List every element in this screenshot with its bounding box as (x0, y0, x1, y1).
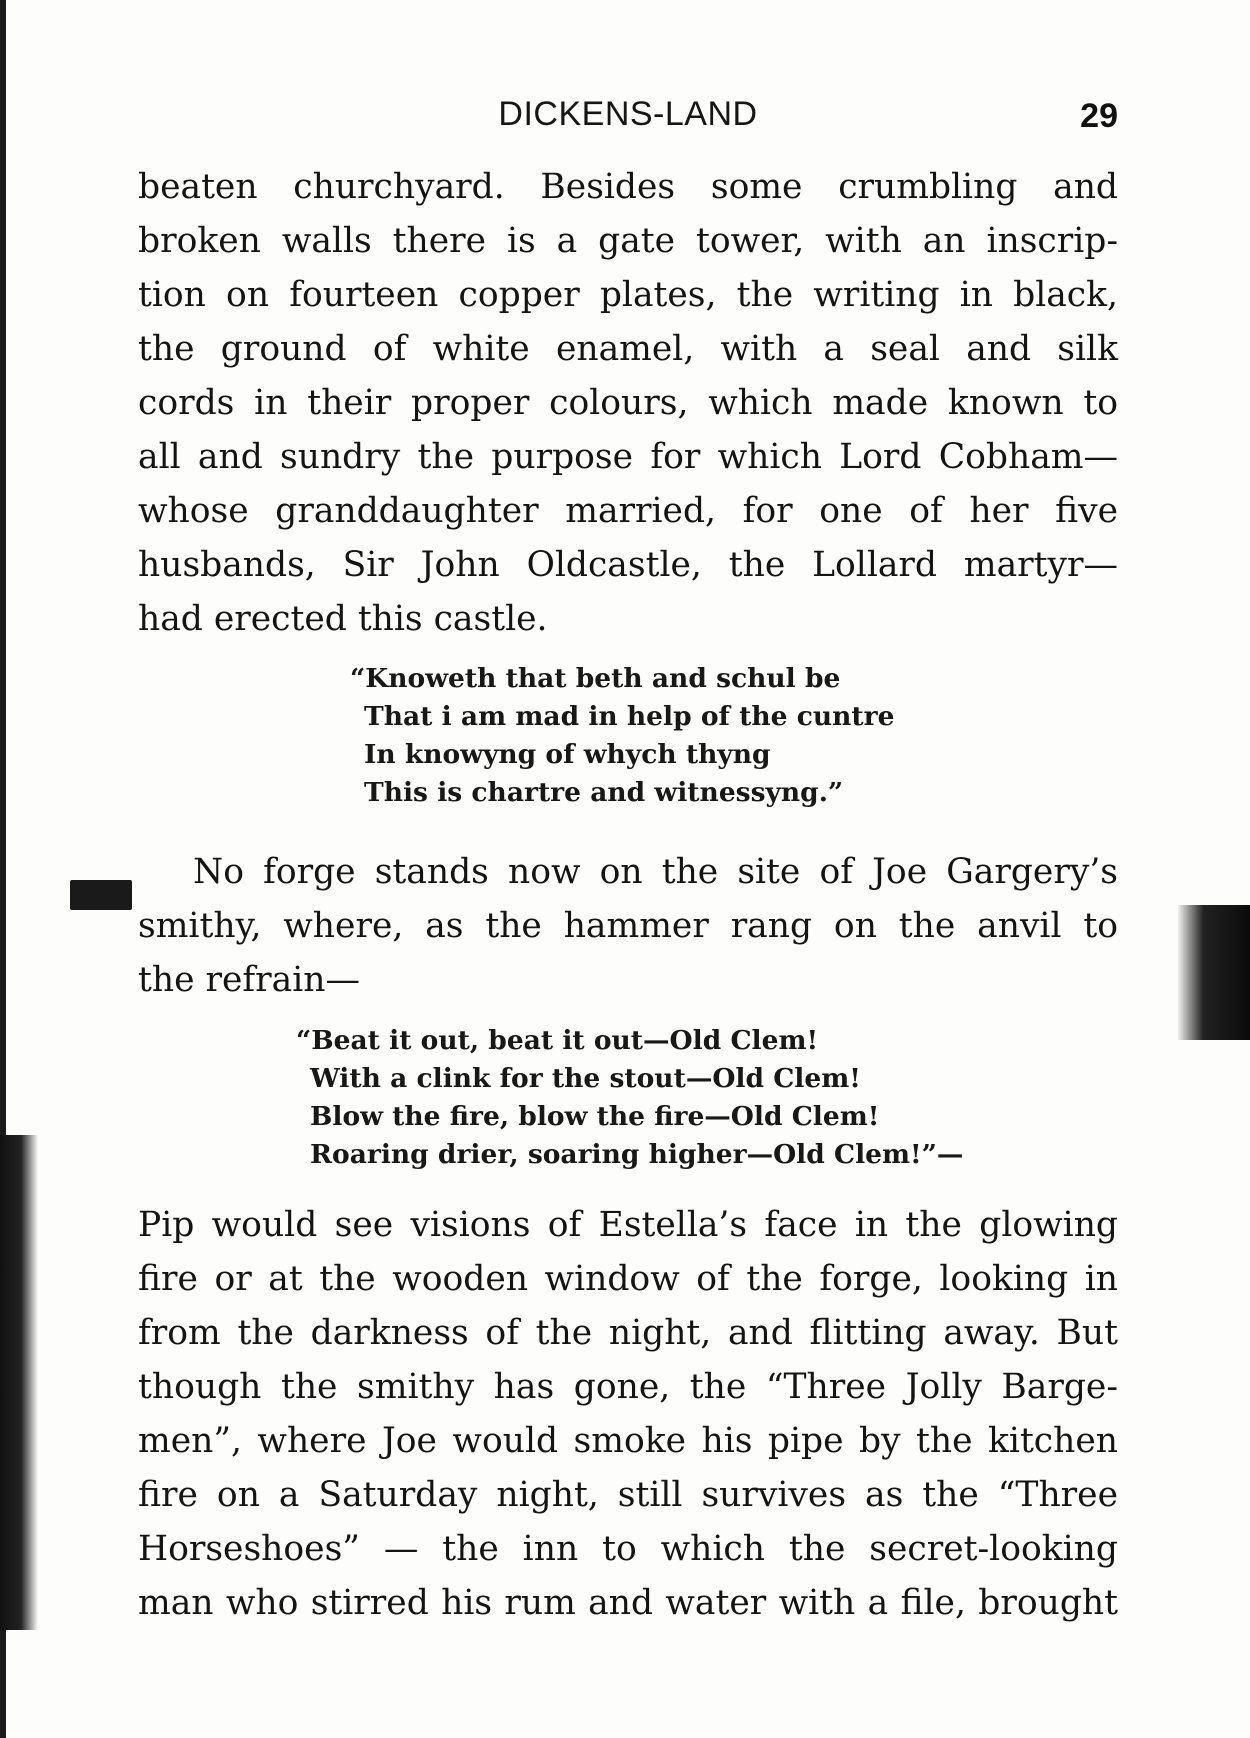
text-line: whose granddaughter married, for one of her five (138, 491, 1118, 531)
text-line: men”, where Joe would smoke his pipe by the kitchen (138, 1421, 1118, 1461)
verse-line: With a clink for the stout—Old Clem! (310, 1063, 861, 1094)
text-line: though the smithy has gone, the “Three Jolly Barge- (138, 1367, 1118, 1407)
scan-smudge-right (1178, 905, 1250, 1040)
text-line: husbands, Sir John Oldcastle, the Lollard martyr— (138, 545, 1118, 585)
text-line: broken walls there is a gate tower, with an inscrip- (138, 221, 1118, 261)
paragraph-2 (138, 845, 1118, 1007)
text-line: man who stirred his rum and water with a file, brought (138, 1583, 1118, 1623)
verse-inscription (350, 660, 894, 812)
verse-line: Blow the fire, blow the fire—Old Clem! (310, 1101, 880, 1132)
text-line: Horseshoes” — the inn to which the secret-looking (138, 1529, 1118, 1569)
verse-line: Roaring drier, soaring higher—Old Clem!”— (310, 1139, 964, 1170)
paragraph-3 (138, 1198, 1118, 1630)
text-line: all and sundry the purpose for which Lord Cobham— (138, 437, 1118, 477)
running-title: DICKENS-LAND (498, 95, 758, 133)
text-line: from the darkness of the night, and flitting away. But (138, 1313, 1118, 1353)
text-line: smithy, where, as the hammer rang on the anvil to (138, 906, 1118, 946)
text-line: cords in their proper colours, which made known to (138, 383, 1118, 423)
verse-line: In knowyng of whych thyng (364, 739, 771, 770)
scan-shadow-left (0, 1135, 38, 1630)
text-line: fire or at the wooden window of the forge, looking in (138, 1259, 1118, 1299)
text-line: Pip would see visions of Estella’s face in the glowing (138, 1205, 1118, 1245)
text-line: fire on a Saturday night, still survives as the “Three (138, 1475, 1118, 1515)
text-line: the refrain— (138, 960, 360, 1000)
verse-old-clem (296, 1022, 963, 1174)
scan-smudge-left (70, 880, 132, 910)
verse-line: “Knoweth that beth and schul be (350, 663, 841, 694)
text-line: tion on fourteen copper plates, the writing in black, (138, 275, 1118, 315)
text-line: No forge stands now on the site of Joe Gargery’s (193, 852, 1118, 892)
verse-line: This is chartre and witnessyng.” (364, 777, 844, 808)
text-line: beaten churchyard. Besides some crumbling and (138, 167, 1118, 207)
verse-line: “Beat it out, beat it out—Old Clem! (296, 1025, 819, 1056)
verse-line: That i am mad in help of the cuntre (364, 701, 895, 732)
paragraph-1 (138, 160, 1118, 646)
page-number: 29 (1080, 97, 1118, 135)
text-line: had erected this castle. (138, 599, 548, 639)
page-header (138, 95, 1118, 145)
text-line: the ground of white enamel, with a seal and silk (138, 329, 1118, 369)
